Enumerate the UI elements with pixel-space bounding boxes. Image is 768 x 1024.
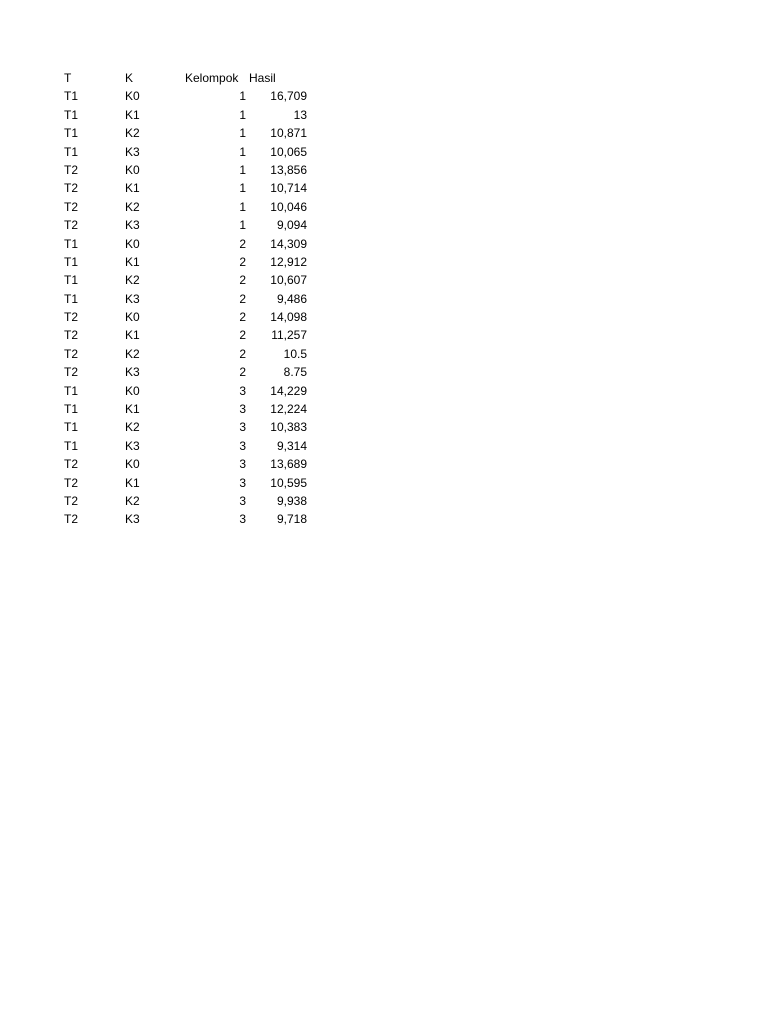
cell-hasil: 13,856 xyxy=(270,162,307,177)
cell-k: K0 xyxy=(125,89,140,104)
cell-k: K0 xyxy=(125,162,140,177)
table-row xyxy=(0,124,768,142)
cell-k: K1 xyxy=(125,328,140,343)
cell-kelompok: 3 xyxy=(239,402,246,417)
cell-kelompok: 1 xyxy=(239,162,246,177)
cell-k: K0 xyxy=(125,383,140,398)
cell-k: K3 xyxy=(125,291,140,306)
cell-kelompok: 1 xyxy=(239,218,246,233)
header-row xyxy=(0,69,768,87)
table-row xyxy=(0,179,768,197)
cell-k: K2 xyxy=(125,493,140,508)
cell-k: K1 xyxy=(125,475,140,490)
cell-hasil: 10,871 xyxy=(270,126,307,141)
table-row xyxy=(0,510,768,528)
cell-hasil: 10,046 xyxy=(270,199,307,214)
table-row xyxy=(0,492,768,510)
table-row xyxy=(0,235,768,253)
cell-kelompok: 3 xyxy=(239,457,246,472)
cell-kelompok: 1 xyxy=(239,181,246,196)
cell-k: K2 xyxy=(125,346,140,361)
table-row xyxy=(0,216,768,234)
cell-hasil: 9,094 xyxy=(276,218,307,233)
table-row xyxy=(0,87,768,105)
cell-k: K3 xyxy=(125,365,140,380)
cell-kelompok: 2 xyxy=(239,310,246,325)
table-row xyxy=(0,253,768,271)
cell-t: T2 xyxy=(64,218,79,233)
cell-t: T2 xyxy=(64,365,79,380)
table-row xyxy=(0,363,768,381)
cell-kelompok: 3 xyxy=(239,512,246,527)
cell-hasil: 10,065 xyxy=(270,144,307,159)
cell-t: T2 xyxy=(64,310,79,325)
header-k: K xyxy=(125,71,134,85)
table-row xyxy=(0,437,768,455)
cell-t: T1 xyxy=(64,420,79,435)
cell-t: T1 xyxy=(64,144,79,159)
cell-kelompok: 1 xyxy=(239,144,246,159)
cell-kelompok: 2 xyxy=(239,273,246,288)
table-row xyxy=(0,308,768,326)
cell-hasil: 10,607 xyxy=(270,273,307,288)
cell-t: T2 xyxy=(64,512,79,527)
table-row xyxy=(0,271,768,289)
cell-t: T1 xyxy=(64,236,79,251)
cell-t: T1 xyxy=(64,107,79,122)
cell-k: K2 xyxy=(125,199,140,214)
cell-hasil: 12,912 xyxy=(270,254,307,269)
cell-kelompok: 3 xyxy=(239,383,246,398)
cell-t: T2 xyxy=(64,199,79,214)
cell-t: T2 xyxy=(64,346,79,361)
cell-k: K3 xyxy=(125,218,140,233)
table-row xyxy=(0,382,768,400)
cell-t: T2 xyxy=(64,181,79,196)
cell-hasil: 11,257 xyxy=(271,328,307,343)
cell-kelompok: 3 xyxy=(239,420,246,435)
table-row xyxy=(0,198,768,216)
cell-kelompok: 2 xyxy=(239,365,246,380)
table-row xyxy=(0,161,768,179)
cell-k: K3 xyxy=(125,512,140,527)
table-row xyxy=(0,143,768,161)
cell-hasil: 9,486 xyxy=(276,291,307,306)
table-row xyxy=(0,474,768,492)
cell-k: K2 xyxy=(125,420,140,435)
table-row xyxy=(0,106,768,124)
cell-kelompok: 2 xyxy=(239,328,246,343)
cell-k: K0 xyxy=(125,457,140,472)
table-row xyxy=(0,418,768,436)
table-row xyxy=(0,290,768,308)
cell-k: K3 xyxy=(125,438,140,453)
cell-hasil: 8.75 xyxy=(283,365,307,380)
cell-t: T1 xyxy=(64,291,79,306)
cell-k: K1 xyxy=(125,181,140,196)
cell-hasil: 13 xyxy=(293,107,307,122)
cell-hasil: 10,383 xyxy=(270,420,307,435)
table-row xyxy=(0,455,768,473)
cell-kelompok: 2 xyxy=(239,254,246,269)
cell-k: K1 xyxy=(125,107,140,122)
cell-t: T1 xyxy=(64,126,79,141)
cell-k: K0 xyxy=(125,236,140,251)
cell-hasil: 9,718 xyxy=(276,512,307,527)
cell-hasil: 14,309 xyxy=(270,236,307,251)
cell-t: T1 xyxy=(64,89,79,104)
cell-hasil: 9,314 xyxy=(276,438,307,453)
cell-kelompok: 2 xyxy=(239,346,246,361)
cell-kelompok: 1 xyxy=(239,126,246,141)
table-row xyxy=(0,326,768,344)
cell-kelompok: 1 xyxy=(239,89,246,104)
cell-hasil: 9,938 xyxy=(276,493,307,508)
cell-hasil: 10.5 xyxy=(283,346,307,361)
cell-kelompok: 1 xyxy=(239,107,246,122)
cell-hasil: 10,714 xyxy=(270,181,307,196)
cell-t: T2 xyxy=(64,457,79,472)
cell-k: K2 xyxy=(125,273,140,288)
cell-t: T2 xyxy=(64,475,79,490)
cell-kelompok: 1 xyxy=(239,199,246,214)
cell-hasil: 12,224 xyxy=(270,402,307,417)
cell-k: K1 xyxy=(125,254,140,269)
cell-k: K0 xyxy=(125,310,140,325)
cell-hasil: 14,229 xyxy=(270,383,307,398)
cell-k: K3 xyxy=(125,144,140,159)
cell-hasil: 16,709 xyxy=(270,89,307,104)
cell-kelompok: 2 xyxy=(239,291,246,306)
cell-k: K1 xyxy=(125,402,140,417)
cell-t: T1 xyxy=(64,438,79,453)
header-hasil: Hasil xyxy=(249,71,276,85)
cell-kelompok: 3 xyxy=(239,438,246,453)
data-table xyxy=(0,69,768,529)
cell-t: T2 xyxy=(64,328,79,343)
cell-t: T1 xyxy=(64,273,79,288)
cell-t: T1 xyxy=(64,383,79,398)
cell-hasil: 14,098 xyxy=(270,310,307,325)
cell-kelompok: 3 xyxy=(239,493,246,508)
cell-k: K2 xyxy=(125,126,140,141)
table-row xyxy=(0,400,768,418)
cell-hasil: 13,689 xyxy=(270,457,307,472)
header-t: T xyxy=(64,71,72,85)
cell-hasil: 10,595 xyxy=(270,475,307,490)
cell-t: T2 xyxy=(64,493,79,508)
cell-t: T1 xyxy=(64,402,79,417)
cell-kelompok: 3 xyxy=(239,475,246,490)
table-row xyxy=(0,345,768,363)
cell-t: T2 xyxy=(64,162,79,177)
header-kelompok: Kelompok xyxy=(185,71,239,85)
cell-t: T1 xyxy=(64,254,79,269)
cell-kelompok: 2 xyxy=(239,236,246,251)
